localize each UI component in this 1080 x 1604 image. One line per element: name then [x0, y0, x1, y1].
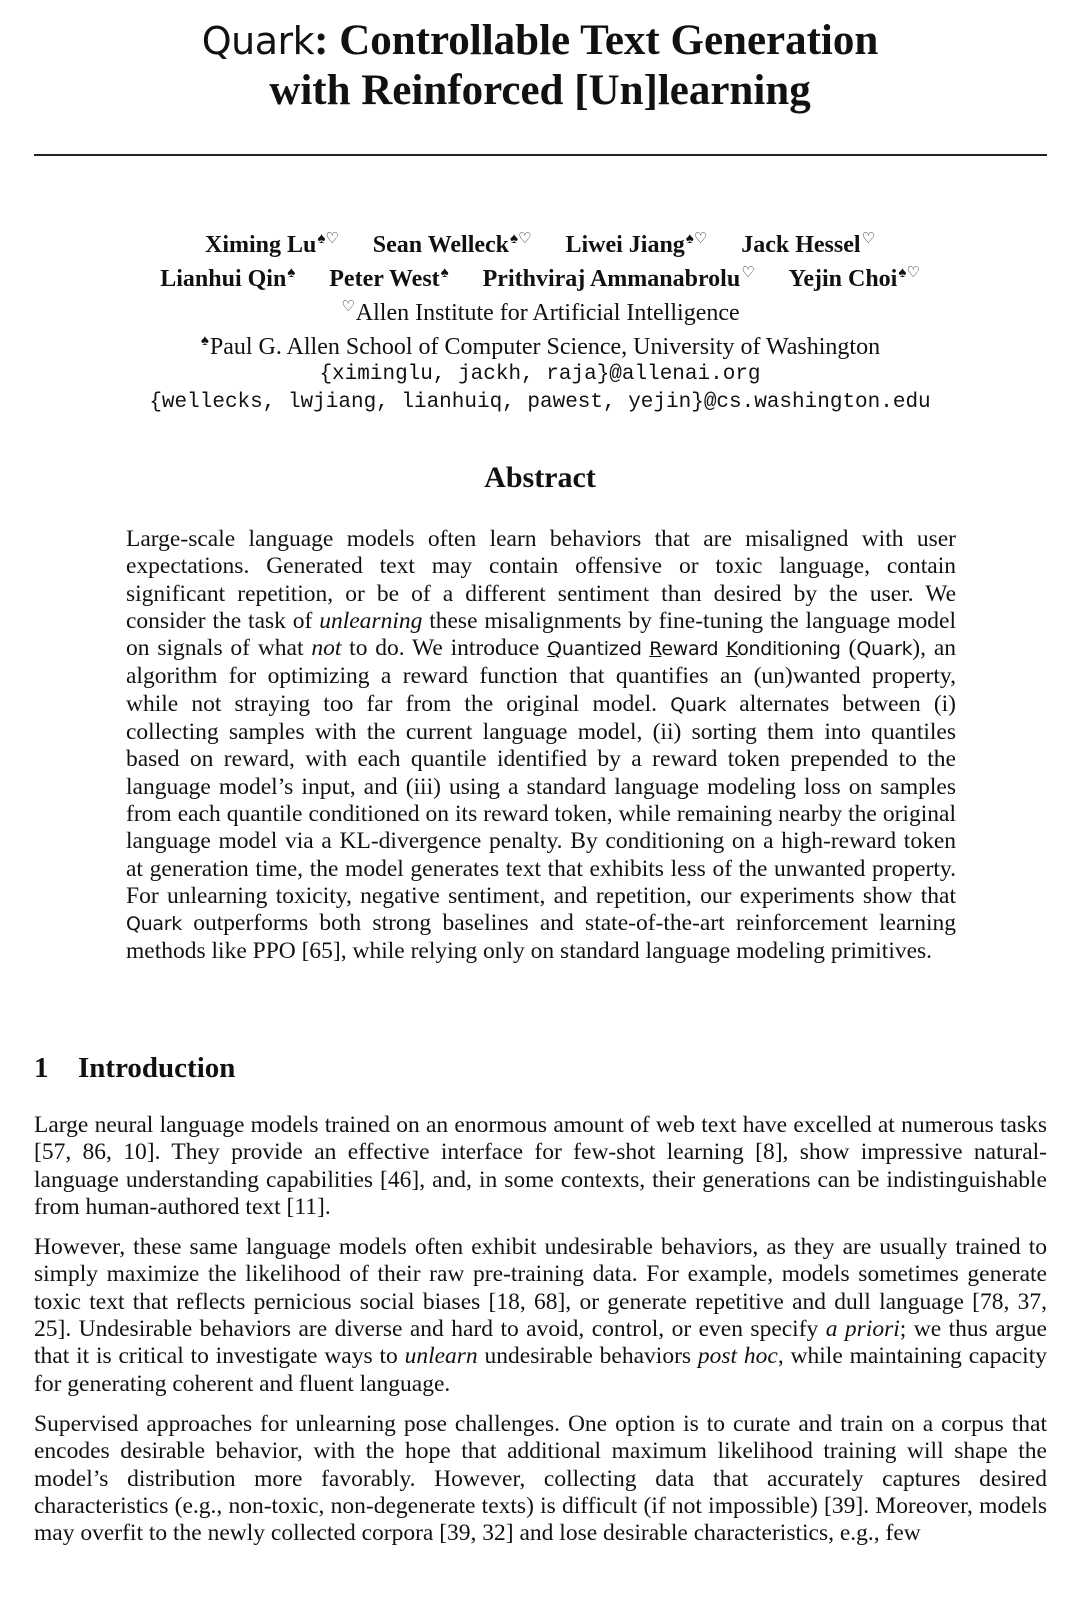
intro-paragraph-1: Large neural language models trained on an enormous amount of web text have excelled at numerous tasks [57, 86, 10]. They provide an effective interface for few-shot learning [8], show impressive natural-language understanding capabilities [46], and, in some contexts, their generations can be indistinguishable from human-authored text [11].	[34, 1112, 1047, 1220]
affiliation-ai2: ♡Allen Institute for Artificial Intelligence	[341, 299, 740, 326]
author-mark: ♠	[287, 265, 296, 281]
quark-name: Quark	[856, 638, 913, 661]
author-mark: ♠	[440, 265, 449, 281]
title-system-name: Quark	[201, 19, 315, 63]
section-heading-introduction: 1 Introduction	[34, 1052, 236, 1084]
author-row-1	[0, 225, 1080, 259]
intro-paragraph-3: Supervised approaches for unlearning pose challenges. One option is to curate and train on a corpus that encodes desirable behavior, with the hope that additional maximum likelihood training will shape the model’s distribution more favorably. However, collecting data that accurately captures desired characteristics (e.g., non-toxic, non-degenerate texts) is difficult (if not impossible) [39]. Moreover, models may overfit to the newly collected corpora [39, 32] and lose desirable characteristics, e.g., few	[34, 1410, 1047, 1547]
email-line-1: {ximinglu, jackh, raja}@allenai.org	[319, 363, 761, 386]
author-name: Sean Welleck♠♡	[372, 231, 532, 258]
intro-paragraph-2: However, these same language models often exhibit undesirable behaviors, as they are usually trained to simply maximize the likelihood of their raw pre-training data. For example, models sometimes generate toxic text that reflects pernicious social biases [18, 68], or generate repetitive and dull language [78, 37, 25]. Undesirable behaviors are diverse and hard to avoid, control, or even specify a priori; we thus argue that it is critical to investigate ways to unlearn undesirable behaviors post hoc, while maintaining capacity for generating coherent and fluent language.	[34, 1234, 1047, 1397]
author-mark: ♠♡	[898, 265, 920, 281]
author-name: Jack Hessel♡	[741, 231, 875, 258]
author-name: Prithviraj Ammanabrolu♡	[482, 265, 755, 292]
abstract-text: Large-scale language models often learn behaviors that are misaligned with user expectations. Generated text may contain offensive or toxic language, contain significant repetition, or be of a different sentiment than desired by the user. We consider the task of unlearning these misalignments by fine-tuning the language model on signals of what not to do. We introduce Quantized Reward Konditioning (Quark), an algorithm for optimizing a reward function that quantifies an (un)wanted property, while not straying too far from the original model. Quark alternates between (i) collecting samples with the current language model, (ii) sorting them into quantiles based on reward, with each quantile identified by a reward token prepended to the language model’s input, and (iii) using a standard language modeling loss on samples from each quantile conditioned on its reward token, while remaining nearby the original language model via a KL-divergence penalty. By conditioning on a high-reward token at generation time, the model generates text that exhibits less of the unwanted property. For unlearning toxicity, negative sentiment, and repetition, our experiments show that Quark outperforms both strong baselines and state-of-the-art reinforcement learning methods like PPO [65], while relying only on standard language modeling primitives.	[126, 526, 956, 965]
quark-name: Quark	[126, 913, 182, 936]
author-mark: ♡	[741, 265, 755, 281]
abstract-heading: Abstract	[484, 461, 596, 494]
author-mark: ♠♡	[317, 231, 339, 247]
title-line-2: with Reinforced [Un]learning	[269, 67, 811, 114]
author-mark: ♠♡	[510, 231, 532, 247]
author-name: Peter West♠	[329, 265, 449, 292]
title-rule	[34, 154, 1047, 156]
acronym-expansion: Quantized Reward Konditioning	[547, 638, 841, 661]
title-line-1: Quark: Controllable Text Generation	[201, 17, 879, 64]
author-name: Ximing Lu♠♡	[205, 231, 339, 258]
affiliation-uw: ♠Paul G. Allen School of Computer Science, University of Washington	[200, 333, 881, 360]
author-name: Lianhui Qin♠	[160, 265, 296, 292]
author-row-2	[0, 259, 1080, 293]
author-block	[0, 225, 1080, 417]
email-line-2: {wellecks, lwjiang, lianhuiq, pawest, yejin}@cs.washington.edu	[149, 391, 931, 414]
paper-title	[0, 16, 1080, 115]
quark-name: Quark	[670, 693, 727, 716]
introduction-body	[34, 1112, 1047, 1547]
author-name: Yejin Choi♠♡	[788, 265, 920, 292]
author-mark: ♡	[861, 231, 875, 247]
author-mark: ♠♡	[685, 231, 708, 247]
author-name: Liwei Jiang♠♡	[565, 231, 708, 258]
